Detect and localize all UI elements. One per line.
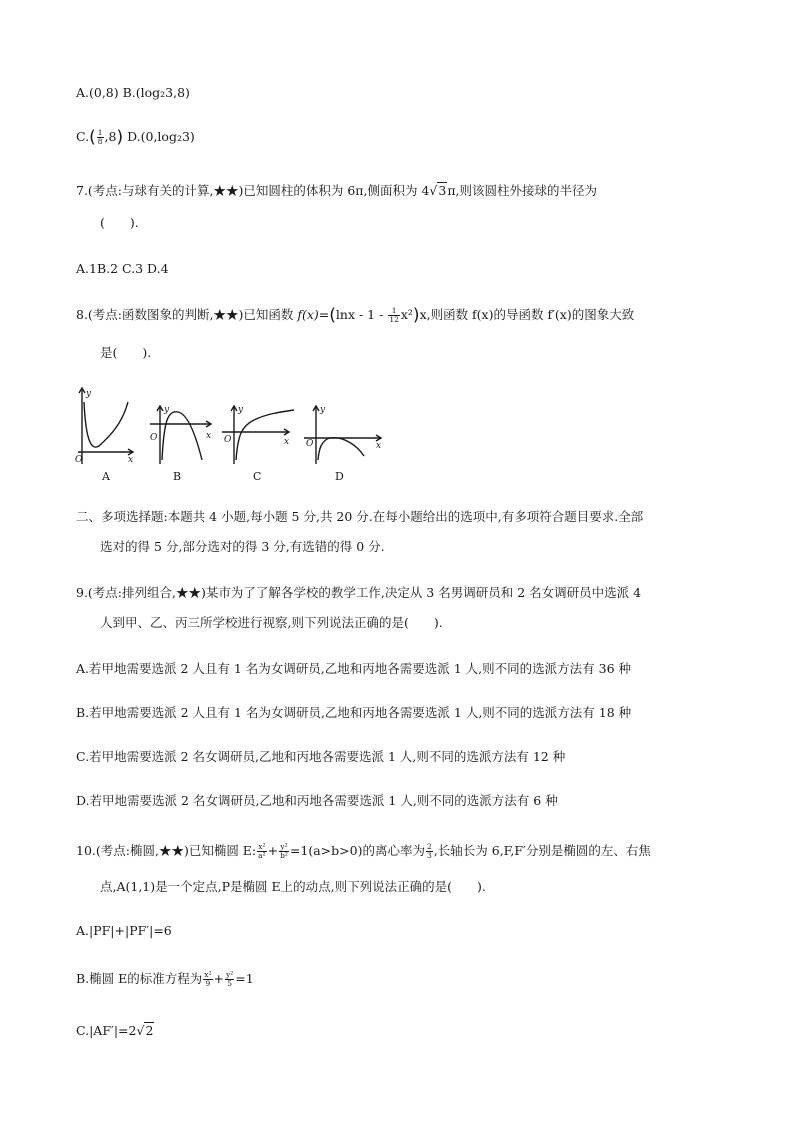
graph-label-b: B: [173, 470, 182, 483]
graph-d: [304, 406, 381, 464]
q10-option-a: A.|PF|+|PF′|=6: [76, 923, 172, 938]
q10-c-text: C.|AF′|=2: [76, 1023, 137, 1038]
sqrt-icon: √: [429, 183, 438, 198]
q10-option-c: [76, 1022, 154, 1040]
q9-stem-2: 人到甲、乙、丙三所学校进行视察,则下列说法正确的是( ).: [100, 615, 443, 630]
q8-text-b: x,则函数 f(x)的导函数 f′(x)的图象大致: [419, 307, 635, 322]
q10-fraction-x: [257, 843, 266, 860]
q10-option-b: [76, 970, 254, 988]
origin-d: O: [306, 439, 314, 449]
axis-x-b: x: [206, 431, 212, 441]
q8-blank: 是( ).: [100, 345, 152, 360]
q7-sqrt-value: 3: [438, 183, 447, 198]
q8-x2: x²: [400, 307, 413, 322]
sqrt-icon: √: [136, 1023, 145, 1038]
q7-text-b: π,则该圆柱外接球的半径为: [447, 183, 598, 198]
section-2-scoring: 选对的得 5 分,部分选对的得 3 分,有选错的得 0 分.: [100, 539, 385, 554]
frac-num: y²: [226, 970, 234, 979]
frac-den: 5: [227, 979, 233, 988]
axis-y-a: y: [86, 389, 92, 399]
q10-stem: [76, 842, 651, 860]
axis-x-a: x: [128, 455, 134, 465]
q8-inner: lnx - 1 -: [335, 307, 388, 322]
paren-left: (: [89, 127, 96, 148]
q10-b-fraction-y: [225, 971, 234, 988]
q9-option-c: C.若甲地需要选派 2 名女调研员,乙地和丙地各需要选派 1 人,则不同的选派方法有 12 种: [76, 749, 566, 764]
q9-option-d: D.若甲地需要选派 2 名女调研员,乙地和丙地各需要选派 1 人,则不同的选派方法有 6 种: [76, 793, 558, 808]
paren-right: ): [412, 305, 420, 326]
q8-fraction: [388, 307, 400, 324]
axis-y-c: y: [238, 405, 244, 415]
q10-text-b: =1(a>b>0)的离心率为: [289, 843, 425, 858]
q7-blank: ( ).: [100, 215, 139, 230]
frac-num: 1: [388, 307, 400, 316]
frac-den: 12: [389, 315, 399, 324]
frac-num: y²: [280, 842, 288, 851]
frac-den: 3: [426, 851, 432, 860]
graph-label-c: C: [253, 470, 262, 483]
q6-options-ab: A.(0,8) B.(log₂3,8): [76, 85, 190, 100]
q7-options: A.1B.2 C.3 D.4: [76, 261, 169, 276]
axis-y-b: y: [164, 405, 170, 415]
q7-text-a: 7.(考点:与球有关的计算,★★)已知圆柱的体积为 6π,侧面积为 4: [76, 183, 430, 198]
frac-den: 9: [205, 979, 211, 988]
origin-b: O: [150, 433, 158, 443]
q6-c-rest: ,8: [104, 129, 117, 144]
q8-graphs: [66, 384, 386, 484]
q10-c-sqrt-value: 2: [145, 1023, 154, 1038]
origin-a: O: [75, 455, 83, 465]
section-2-heading: 二、多项选择题:本题共 4 小题,每小题 5 分,共 20 分.在每小题给出的选项中,有多项符合题目要求.全部: [76, 509, 644, 524]
q10-fraction-y: [279, 843, 289, 860]
graph-label-d: D: [335, 470, 344, 483]
q9-option-a: A.若甲地需要选派 2 人且有 1 名为女调研员,乙地和丙地各需要选派 1 人,则不同的选派方法有 36 种: [76, 661, 632, 676]
q10-text-c: ,长轴长为 6,F,F′分别是椭圆的左、右焦: [433, 843, 651, 858]
frac-num: x²: [258, 842, 266, 851]
graph-label-a: A: [102, 470, 110, 483]
frac-den: a²: [258, 851, 266, 860]
frac-num: 1: [97, 128, 103, 137]
q6-options-cd: [76, 128, 195, 147]
q10-plus: +: [267, 843, 279, 858]
q10-stem-2: 点,A(1,1)是一个定点,P是椭圆 E上的动点,则下列说法正确的是( ).: [100, 879, 486, 894]
q10-b-text: B.椭圆 E的标准方程为: [76, 971, 203, 986]
q8-text-a: 8.(考点:函数图象的判断,★★)已知函数: [76, 307, 294, 322]
origin-c: O: [224, 435, 232, 445]
paren-right: ): [116, 127, 124, 148]
graph-c: [222, 406, 294, 464]
frac-num: x²: [204, 970, 212, 979]
q6-option-d: D.(0,log₂3): [123, 129, 195, 144]
q9-stem: 9.(考点:排列组合,★★)某市为了了解各学校的教学工作,决定从 3 名男调研员和 2 名女调研员中选派 4: [76, 585, 642, 600]
graph-b: [150, 406, 211, 464]
graph-a: [78, 388, 133, 464]
frac-den: 8: [97, 137, 103, 146]
q9-option-b: B.若甲地需要选派 2 人且有 1 名为女调研员,乙地和丙地各需要选派 1 人,则不同的选派方法有 18 种: [76, 705, 632, 720]
q10-b-plus: +: [213, 971, 224, 986]
frac-den: b²: [280, 851, 288, 860]
q8-stem: [76, 306, 634, 325]
q10-text-a: 10.(考点:椭圆,★★)已知椭圆 E:: [76, 843, 257, 858]
q6-fraction: [97, 129, 104, 146]
axis-x-c: x: [284, 437, 290, 447]
axis-y-d: y: [320, 405, 326, 415]
frac-num: 2: [426, 842, 432, 851]
paren-left: (: [329, 305, 336, 326]
q6-option-c-label: C.: [76, 129, 90, 144]
q10-b-fraction-x: [203, 971, 212, 988]
q8-fx: f(x)=: [297, 307, 330, 322]
q10-fraction-e: [426, 843, 433, 860]
q7-stem: [76, 182, 597, 200]
axis-x-d: x: [376, 441, 382, 451]
q10-b-eq: =1: [235, 971, 254, 986]
